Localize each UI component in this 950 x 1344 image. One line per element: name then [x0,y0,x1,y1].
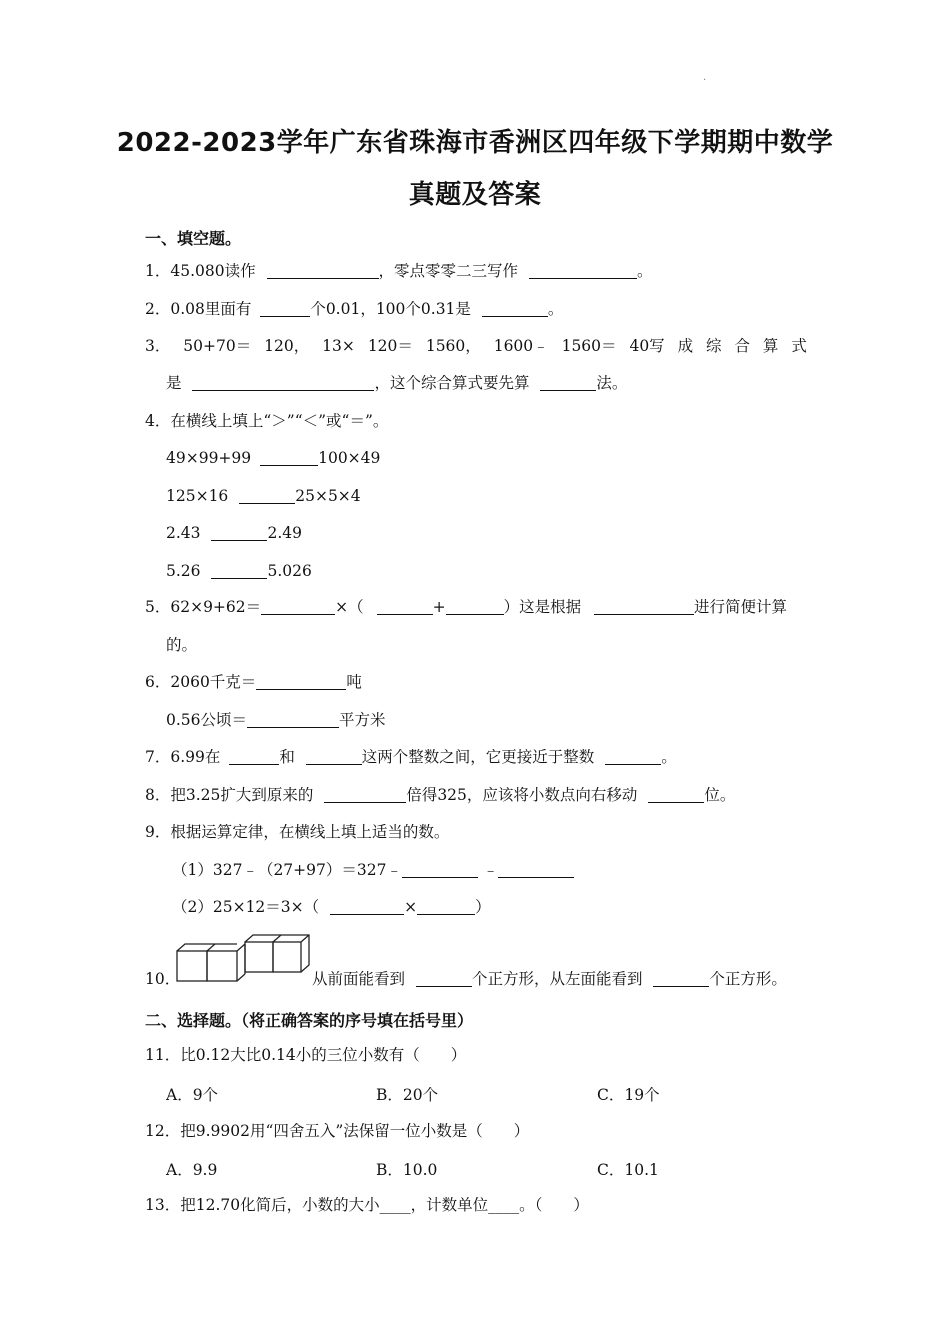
q4-row2-right: 25×5×4 [295,487,361,505]
q10-text-c: 个正方形，从左面能看到 [471,970,643,988]
q7-text-c: 这两个整数之间，它更接近于整数 [361,748,595,766]
cube-back-corner [301,935,309,942]
q5-text-a: 5．62×9+62＝ [145,598,262,616]
q8-text-c: 位。 [704,786,736,804]
q1-text-c: 。 [637,262,653,280]
q2-text-a: 2．0.08里面有 [145,300,252,318]
cube-back-1 [245,942,273,972]
q10-text-b: 从前面能看到 [312,970,406,988]
q9-part-2 [172,896,491,918]
q4-row4-right: 5.026 [267,562,312,580]
q8-blank-1[interactable] [324,786,406,803]
q11-option-b[interactable]: B．20个 [376,1086,439,1104]
q9-p2-blank-1[interactable] [330,898,404,915]
q8-blank-2[interactable] [648,786,704,803]
q4-row-3 [166,522,302,544]
question-6-line1 [145,671,362,693]
question-13: 13．把12.70化简后，小数的大小____，计数单位____。（ ） [145,1196,589,1214]
question-5-line1 [145,596,787,618]
q3-text-c: ，这个综合算式要先算 [374,374,530,392]
q4-row3-left: 2.43 [166,524,201,542]
q3-part: 50+70＝ [183,337,252,355]
q10-blank-1[interactable] [416,970,472,987]
cube-back-divider [273,935,281,942]
question-2 [145,298,563,320]
cube-top-edge-1 [177,944,237,951]
q9-p2-text-b: × [404,898,418,916]
section2-heading: 二、选择题。（将正确答案的序号填在括号里） [145,1011,474,1030]
q1-text-a: 1．45.080读作 [145,262,256,280]
q11-option-a[interactable]: A．9个 [166,1086,219,1104]
q10-text-d: 个正方形。 [709,970,787,988]
question-3-line1 [145,335,807,357]
corner-dot: . [703,72,707,83]
q4-row2-blank[interactable] [239,487,295,504]
q12-option-b[interactable]: B．10.0 [376,1161,438,1179]
q10-blank-2[interactable] [653,970,709,987]
q5-text-e: 进行简便计算 [694,598,788,616]
cube-back-top-edge [245,935,309,972]
cube-top-edge-2 [207,944,215,951]
q3-part: 3． [145,337,171,355]
q3-part: 成 [677,337,694,355]
q4-row1-left: 49×99+99 [166,449,252,467]
q5-blank-4[interactable] [594,598,694,615]
q6-text-b: 吨 [346,673,362,691]
q3-part: 13× [322,337,355,355]
question-8 [145,784,735,806]
cube-front-2 [207,951,237,981]
question-7 [145,746,677,768]
q9-p1-blank-2[interactable] [498,861,574,878]
q4-row3-right: 2.49 [267,524,302,542]
q4-row-2 [166,485,361,507]
q4-row1-blank[interactable] [260,449,318,466]
q7-blank-1[interactable] [229,748,279,765]
question-6-line2 [166,709,386,731]
q4-row-1 [166,447,380,469]
q5-blank-1[interactable] [261,598,335,615]
q6-blank-2[interactable] [247,711,339,728]
q3-part: 算 [762,337,779,355]
q3-part: 式 [791,337,807,355]
q7-text-a: 7．6.99在 [145,748,221,766]
q5-blank-2[interactable] [377,598,433,615]
q9-p2-text-a: （2）25×12＝3×（ [172,898,320,916]
q4-row1-right: 100×49 [318,449,381,467]
page-title-line2: 真题及答案 [408,180,542,210]
q3-blank-2[interactable] [540,374,596,391]
q2-blank-1[interactable] [260,300,310,317]
q8-text-b: 倍得325，应该将小数点向右移动 [406,786,638,804]
q7-text-d: 。 [661,748,677,766]
q12-option-a[interactable]: A．9.9 [166,1161,218,1179]
q2-blank-2[interactable] [482,300,548,317]
question-12: 12．把9.9902用“四舍五入”法保留一位小数是（ ） [145,1122,530,1140]
q1-blank-1[interactable] [267,262,379,279]
q3-part: 1560， [425,337,481,355]
q5-blank-3[interactable] [446,598,504,615]
q10-text-a: 10． [145,970,181,988]
q3-part: 40写 [629,337,665,355]
q1-text-b: ，零点零零二三写作 [378,262,519,280]
q5-text-b: ×（ [335,598,364,616]
q7-blank-3[interactable] [605,748,661,765]
q6-blank-1[interactable] [256,673,346,690]
q4-row4-left: 5.26 [166,562,201,580]
question-4-stem: 4．在横线上填上“＞”“＜”或“＝”。 [145,412,389,430]
q9-p1-text-a: （1）327﹣（27+97）＝327﹣ [172,861,402,879]
q9-p2-text-c: ） [475,898,491,916]
q3-part: 1600﹣ [493,337,549,355]
q12-option-c[interactable]: C．10.1 [597,1161,659,1179]
q3-part: 合 [734,337,750,355]
q3-part: 1560＝ [561,337,617,355]
q7-text-b: 和 [279,748,295,766]
q5-text-d: ）这是根据 [503,598,582,616]
cube-side-edge [237,974,245,981]
q5-text-c: + [432,598,446,616]
question-5-line2: 的。 [166,636,198,654]
q4-row-4 [166,560,312,582]
q6-text-d: 平方米 [339,711,386,729]
q6-text-c: 0.56公顷＝ [166,711,248,729]
q3-part: 综 [706,337,722,355]
section1-heading: 一、填空题。 [145,229,242,248]
q4-row4-blank[interactable] [211,562,267,579]
q8-text-a: 8．把3.25扩大到原来的 [145,786,314,804]
cube-front-1 [177,951,207,981]
q2-text-b: 个0.01，100个0.31是 [310,300,471,318]
question-11: 11．比0.12大比0.14小的三位小数有（ ） [145,1046,467,1064]
question-10-text [312,968,787,990]
q7-blank-2[interactable] [306,748,362,765]
q9-p2-blank-2[interactable] [417,898,475,915]
q3-text-d: 法。 [596,374,628,392]
page-title-line1: 2022-2023学年广东省珠海市香洲区四年级下学期期中数学 [116,128,834,158]
q9-part-1 [172,859,574,881]
q3-blank-1[interactable] [192,374,374,391]
q9-p1-text-b: ﹣ [482,861,499,879]
q1-blank-2[interactable] [529,262,637,279]
q4-row2-left: 125×16 [166,487,229,505]
cube-arrangement-figure [175,932,313,984]
q3-part: 120， [264,337,310,355]
cube-top-edge-3 [237,944,245,951]
q11-option-c[interactable]: C．19个 [597,1086,660,1104]
question-1 [145,260,653,282]
q3-text-b: 是 [166,374,182,392]
q6-text-a: 6．2060千克＝ [145,673,257,691]
question-3-line2 [166,372,627,394]
q3-part: 120＝ [367,337,413,355]
q2-text-c: 。 [547,300,564,318]
q4-row3-blank[interactable] [211,524,267,541]
question-9-stem: 9．根据运算定律，在横线上填上适当的数。 [145,823,450,841]
q9-p1-blank-1[interactable] [402,861,478,878]
cube-back-2 [273,942,301,972]
